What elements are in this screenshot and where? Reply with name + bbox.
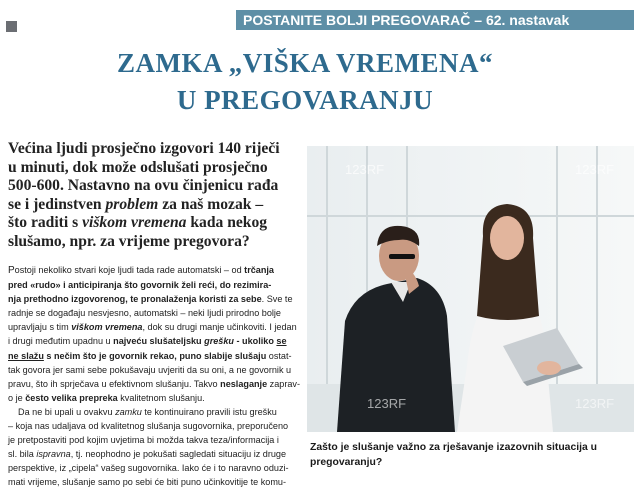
body-span: pravu, što ih sprječava u efektivnom slušanju. Takvo bbox=[8, 378, 221, 389]
article-photo bbox=[307, 146, 634, 432]
body-bold-italic: grešku bbox=[204, 336, 234, 347]
body-line bbox=[8, 405, 298, 419]
body-span: sl. bila bbox=[8, 449, 37, 460]
caption-line: pregovaranju? bbox=[310, 457, 383, 468]
lead-line: slušamo, npr. za vrijeme pregovora? bbox=[8, 232, 250, 250]
body-span: . Sve te bbox=[261, 294, 293, 305]
drop-cap: P bbox=[8, 265, 15, 276]
photo-caption bbox=[310, 440, 630, 470]
body-line bbox=[8, 349, 298, 363]
body-span: , dok su drugi manje učinkoviti. I jedan bbox=[142, 322, 297, 333]
body-line: radnje se događaju nesvjesno, automatski – neki ljudi prirodno bolje bbox=[8, 308, 281, 319]
body-bold-italic: viškom vremena bbox=[71, 322, 143, 333]
body-span: upravljaju s tim bbox=[8, 322, 72, 333]
lead-line: Većina ljudi prosječno izgovori 140 riječi bbox=[8, 140, 280, 157]
lead-text: kada nekog bbox=[186, 214, 268, 232]
body-span: , tj. neophodno je pokušati sagledati situaciju iz druge bbox=[70, 449, 287, 460]
body-bold-underline: ne slažu bbox=[8, 350, 44, 361]
body-text bbox=[8, 263, 301, 490]
body-italic: ispravna bbox=[36, 449, 71, 460]
body-bold: najveću slušateljsku bbox=[113, 336, 205, 347]
body-bold: s nečim što je govornik rekao, puno slabije slušaju bbox=[43, 350, 267, 361]
body-line: tak govora jer sami sebe pokušavaju uvjeriti da su oni, a ne govornik u bbox=[8, 364, 292, 375]
body-span: kvalitetnom slušanju. bbox=[117, 392, 205, 403]
watermark: 123RF bbox=[345, 162, 385, 177]
body-bold: neslaganje bbox=[220, 378, 268, 389]
body-span: Da ne bi upali u ovakvu bbox=[18, 406, 116, 417]
article-title-line1: ZAMKA „VIŠKA VREMENA“ bbox=[116, 48, 494, 78]
body-bold: - ukoliko bbox=[233, 336, 277, 347]
lead-line: u minuti, dok može odslušati prosječno bbox=[8, 158, 268, 176]
body-line: mati vrijeme, slušanje samo po sebi će biti puno učinkovitije te komu- bbox=[8, 477, 286, 488]
section-marker bbox=[6, 21, 17, 32]
body-bold: trčanja bbox=[244, 265, 274, 275]
body-line: – koja nas udaljava od kvalitetnog slušanja sugovornika, preporučeno bbox=[8, 421, 289, 432]
body-line: perspektive, iz „cipela“ vašeg sugovornika. Iako će i to naravno oduzi- bbox=[8, 463, 289, 474]
body-span: te kontinuirano pravili istu grešku bbox=[141, 406, 277, 417]
body-line bbox=[8, 391, 298, 405]
body-span: o je bbox=[8, 392, 26, 403]
body-bold: pred «rudo» i anticipiranja što govornik želi reći, do rezimira- bbox=[8, 280, 272, 291]
body-bold: često velika prepreka bbox=[25, 392, 118, 403]
lead-paragraph bbox=[8, 140, 298, 252]
lead-text: se i jedinstven bbox=[8, 195, 106, 213]
lead-emphasis: problem bbox=[105, 195, 159, 213]
series-title: POSTANITE BOLJI PREGOVARAČ – 62. nastavak bbox=[243, 12, 570, 28]
body-span: ostat- bbox=[266, 350, 292, 361]
office-photo-illustration bbox=[307, 146, 634, 432]
body-line bbox=[8, 292, 298, 306]
lead-line bbox=[8, 196, 298, 215]
body-span: i drugi međutim upadnu u bbox=[8, 336, 114, 347]
article-title-line2: U PREGOVARANJU bbox=[176, 85, 434, 115]
body-line bbox=[8, 377, 301, 391]
watermark: 123RF bbox=[367, 396, 407, 411]
body-line bbox=[8, 263, 298, 278]
lead-text: što raditi s bbox=[8, 214, 83, 232]
lead-text: za naš mozak – bbox=[158, 195, 264, 213]
body-line bbox=[8, 278, 298, 292]
body-span: zaprav- bbox=[267, 378, 301, 389]
body-bold: nja prethodno izgovorenog, te pronalaženja koristi za sebe bbox=[8, 294, 262, 305]
caption-line: Zašto je slušanje važno za rješavanje izazovnih situacija u bbox=[310, 442, 598, 453]
body-line: je pretpostaviti pod kojim uvjetima bi možda takva teza/informacija i bbox=[8, 435, 279, 446]
lead-line: 500-600. Nastavno na ovu činjenicu rađa bbox=[8, 177, 279, 195]
body-line bbox=[8, 447, 298, 461]
lead-line bbox=[8, 214, 298, 233]
body-span: ostoji nekoliko stvari koje ljudi tada rade automatski – od bbox=[14, 265, 245, 275]
body-bold-underline: se bbox=[276, 336, 287, 347]
watermark: 123RF bbox=[575, 162, 615, 177]
watermark: 123RF bbox=[575, 396, 615, 411]
body-line bbox=[8, 320, 298, 334]
body-italic: zamku bbox=[115, 406, 142, 417]
body-line bbox=[8, 334, 298, 348]
lead-emphasis: viškom vremena bbox=[82, 214, 187, 232]
